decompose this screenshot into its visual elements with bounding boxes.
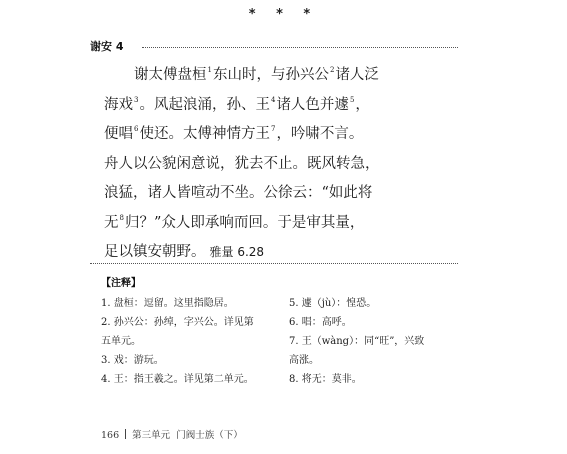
note-item: 6. 唱：高呼。: [289, 317, 352, 328]
header-divider: [142, 47, 458, 48]
passage-text: [104, 61, 434, 268]
passage-segment: ，吟啸不言。: [276, 126, 364, 142]
note-item: 1. 盘桓：逗留。这里指隐居。: [101, 298, 234, 309]
note-item: 7. 王（wàng）：同“旺”，兴致: [289, 336, 425, 347]
section-header: [90, 40, 458, 54]
passage-segment: 无: [104, 214, 119, 231]
passage-segment: 诸人色并遽: [276, 96, 349, 113]
footnote-marker: 4: [270, 95, 276, 104]
notes-divider: [90, 263, 458, 264]
passage-segment: 诸人泛: [335, 67, 379, 83]
section-ornament: * * *: [248, 7, 319, 22]
note-item: 3. 戏：游玩。: [101, 355, 164, 366]
note-item: 4. 王：指王羲之。详见第二单元。: [101, 374, 254, 385]
notes-left-column: [101, 294, 276, 389]
passage-segment: 东山时，与孙兴公: [212, 67, 329, 83]
section-title: 谢安 4: [90, 40, 124, 53]
footer-separator: [125, 429, 126, 439]
passage-segment: 舟人以公貌闲意说，犹去不止。既风转急，: [104, 155, 380, 172]
passage-segment: 归？”众人即承响而回。于是审其量，: [124, 214, 365, 231]
passage-line: [104, 209, 434, 239]
footer-unit: 第三单元: [132, 430, 171, 441]
passage-line: [104, 179, 434, 209]
note-item: 8. 将无：莫非。: [289, 374, 362, 385]
footnote-marker: 5: [349, 95, 355, 104]
footnote-marker: 7: [270, 125, 276, 133]
passage-segment: 便唱: [104, 126, 133, 142]
passage-segment: 浪猛，诸人皆喧动不坐。公徐云：“如此将: [104, 185, 373, 201]
passage-segment: 使还。太傅神情方王: [139, 126, 270, 142]
source-reference: 雅量 6.28: [209, 245, 265, 259]
passage-line: [104, 91, 434, 121]
footnote-marker: 3: [134, 95, 139, 104]
note-item: 高涨。: [289, 355, 319, 366]
passage-segment: 足以镇安朝野。: [104, 244, 206, 260]
passage-segment: 。风起浪涌，孙、王: [139, 96, 270, 113]
notes-right-column: [289, 294, 454, 389]
passage-segment: ，: [355, 96, 370, 113]
passage-segment: 海戏: [104, 96, 133, 113]
passage-line: [104, 150, 434, 180]
footnote-marker: 8: [119, 213, 124, 222]
footer-chapter: 门阀士族（下）: [176, 430, 243, 441]
passage-segment: 谢太傅盘桓: [134, 67, 207, 83]
page-footer: [101, 427, 243, 441]
page-number: 166: [101, 430, 120, 441]
note-item: 5. 遽（jù）：惶恐。: [289, 298, 377, 309]
note-item: 五单元。: [101, 336, 141, 347]
footnote-marker: 1: [207, 66, 212, 74]
footnote-marker: 2: [329, 66, 335, 74]
passage-line: [104, 61, 434, 91]
note-item: 2. 孙兴公：孙绰，字兴公。详见第: [101, 317, 254, 328]
passage-line: [104, 120, 434, 150]
footnote-marker: 6: [134, 125, 139, 133]
notes-title: 【注释】: [101, 278, 141, 289]
